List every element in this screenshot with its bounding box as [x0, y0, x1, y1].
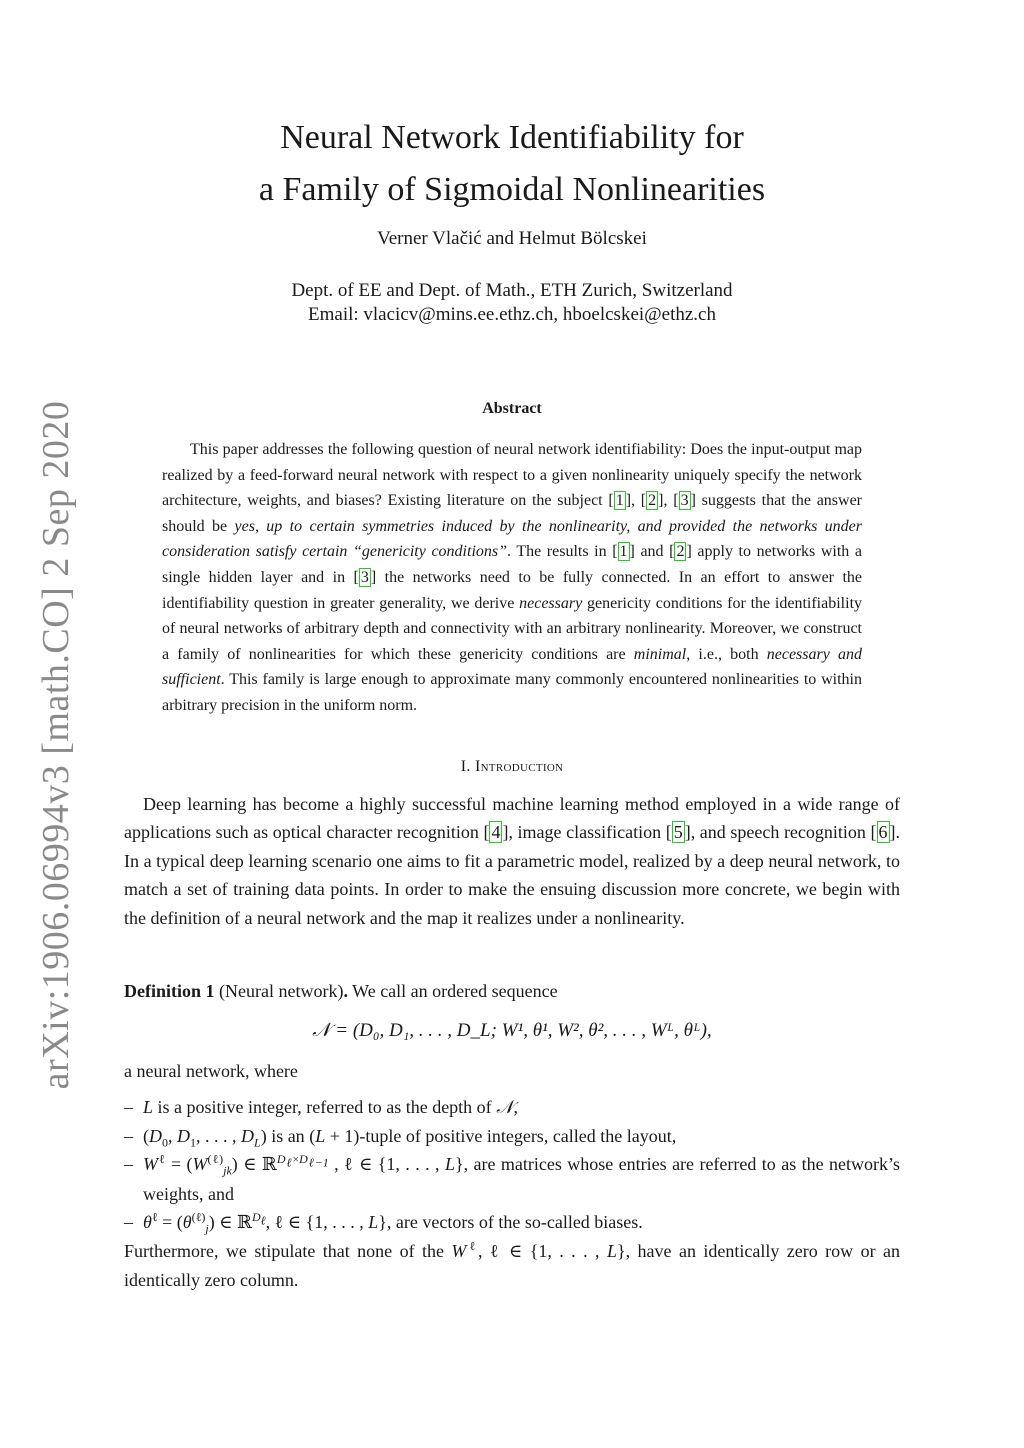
abstract-emphasis: minimal	[633, 645, 687, 663]
network-equation: 𝒩 = (D₀, D₁, . . . , D_L; W¹, θ¹, W², θ², . . . , Wᴸ, θᴸ),	[312, 1020, 712, 1041]
definition-label: Definition 1	[124, 981, 215, 1001]
citation-link[interactable]: 3	[680, 492, 689, 510]
abstract-emphasis: yes, up to certain symmetries induced by the nonlinearity, and provided the networks under consideration satisfy certain “genericity conditions”	[162, 517, 863, 561]
definition-header: Definition 1 (Neural network). We call an ordered sequence	[124, 981, 558, 1001]
section-heading	[124, 758, 900, 776]
list-item: – ($D_0$, $D_1$, . . . , $D_L$) is an (L + 1)-tuple of positive integers, called the layout,	[124, 1125, 677, 1150]
paper-title	[124, 112, 900, 216]
abstract-text: suggests that the answer should be	[162, 492, 863, 535]
introduction-body	[124, 790, 900, 932]
citation-link[interactable]: 6	[878, 822, 888, 843]
abstract-emphasis: necessary	[519, 594, 583, 612]
citation-link[interactable]: 3	[360, 568, 369, 586]
abstract-text: , i.e., both	[686, 645, 767, 663]
closing-paragraph: Furthermore, we stipulate that none of the $W^\ell$, ℓ ∈ {1, . . . , L}, have an identically zero row or an identically zero column.	[124, 1239, 901, 1290]
closing-text: , have an identically zero row or an identically zero column.	[124, 1241, 901, 1290]
list-item: – $\theta^\ell = (\theta^{(\ell)}_j)$ ∈ ℝ$^{D_\ell}$, ℓ ∈ {1, . . . , L}, are vectors of the so-called biases.	[124, 1210, 643, 1236]
intro-text: Deep learning has become a highly successful machine learning method employed in a wide range of applications such as optical character recognition	[124, 794, 900, 843]
definition-name: (Neural network)	[219, 981, 344, 1001]
closing-text: Furthermore, we stipulate that none of the	[124, 1241, 444, 1261]
affiliation-line: Dept. of EE and Dept. of Math., ETH Zurich, Switzerland	[291, 280, 733, 301]
section-name: Introduction	[474, 758, 564, 775]
citation-link[interactable]: 1	[619, 543, 628, 561]
email-line: Email: vlacicv@mins.ee.ethz.ch, hboelcskei@ethz.ch	[308, 304, 716, 325]
list-item: – L is a positive integer, referred to as the depth of 𝒩,	[124, 1097, 518, 1117]
affiliation	[124, 279, 900, 327]
definition-text: We call an ordered sequence	[352, 981, 558, 1001]
definition-list	[124, 1093, 900, 1238]
abstract-heading: Abstract	[482, 400, 542, 417]
abstract-body	[162, 437, 862, 719]
list-item-text: is an	[271, 1125, 305, 1146]
citation-link[interactable]: 1	[615, 492, 624, 510]
citation-link[interactable]: 5	[673, 822, 683, 843]
section-number: I.	[460, 758, 471, 775]
abstract-text: . The results in	[507, 543, 613, 561]
intro-text: . In a typical deep learning scenario one aims to fit a parametric model, realized by a deep neural network, to match a set of training data points. In order to make the ensuing discussion more concrete, we begin with the definition of a neural network and the map it realizes under a nonlinearity.	[124, 822, 901, 928]
abstract-emphasis: necessary and sufficient	[162, 645, 863, 689]
list-item: – $W^\ell = (W^{(\ell)}_{jk})$ ∈ ℝ$^{D_\ell\times D_{\ell-1}}$ , ℓ ∈ {1, . . . , L}, are matrices whose entries are referred to as the network’s weights, and	[124, 1152, 901, 1204]
abstract-text: This paper addresses the following question of neural network identifiability: Does the input-output map realized by a feed-forward neural network with respect to a given nonlinearity uniquely specify the network architecture, weights, and biases? Existing literature on the subject	[162, 441, 862, 510]
intro-text: , image classification	[508, 822, 666, 843]
citation-link[interactable]: 2	[648, 492, 657, 510]
abstract-text: the networks need to be fully connected. In an effort to answer the identifiability question in greater generality, we derive	[162, 568, 862, 612]
citation-link[interactable]: 4	[491, 822, 501, 843]
list-item-text: -tuple of positive integers, called the layout,	[359, 1125, 677, 1146]
intro-text: , and speech recognition	[690, 822, 871, 843]
list-item-text: , are matrices whose entries are referred to as the network’s weights, and	[143, 1154, 901, 1204]
arxiv-stamp: arXiv:1906.06994v3 [math.CO] 2 Sep 2020	[35, 400, 77, 1090]
abstract-text: genericity conditions for the identifiability of neural networks of arbitrary depth and connectivity with an arbitrary nonlinearity. Moreover, we construct a family of nonlinearities for which these genericity conditions are	[162, 594, 863, 663]
abstract-text: apply to networks with a single hidden layer and in	[162, 543, 862, 586]
abstract-text: . This family is large enough to approximate many commonly encountered nonlinearities to within arbitrary precision in the uniform norm.	[162, 671, 862, 714]
title-line-2: a Family of Sigmoidal Nonlinearities	[258, 171, 766, 208]
abstract-paragraph: This paper addresses the following question of neural network identifiability: Does the input-output map realized by a feed-forward neural network with respect to a given nonlinearity uniquely specify the network architecture, weights, and biases? Existing literature on the subject [ 1 ], [ 2 ], [ 3 ] suggests that the answer should be yes, up to certain symmetries induced by the nonlinearity, and provided the networks under consideration satisfy certain “genericity conditions”. The results in [ 1 ] and [ 2 ] apply to networks with a single hidden layer and in [ 3 ] the networks need to be fully connected. In an effort to answer the identifiability question in greater generality, we derive necessary genericity conditions for the identifiability of neural networks of arbitrary depth and connectivity with an arbitrary nonlinearity. Moreover, we construct a family of nonlinearities for which these genericity conditions are minimal, i.e., both necessary and sufficient. This family is large enough to approximate many commonly encountered nonlinearities to within arbitrary precision in the uniform norm.	[162, 441, 863, 714]
authors: Verner Vlačić and Helmut Bölcskei	[377, 228, 647, 249]
list-item-text: , are vectors of the so-called biases.	[386, 1212, 643, 1232]
definition-where: a neural network, where	[124, 1061, 298, 1081]
list-item-text: is a positive integer, referred to as the depth of	[157, 1097, 492, 1117]
citation-link[interactable]: 2	[676, 543, 685, 561]
title-line-1: Neural Network Identifiability for	[280, 119, 744, 156]
intro-paragraph: Deep learning has become a highly successful machine learning method employed in a wide range of applications such as optical character recognition [ 4 ], image classification [ 5 ], and speech recognition [ 6 ]. In a typical deep learning scenario one aims to fit a parametric model, realized by a deep neural network, to match a set of training data points. In order to make the ensuing discussion more concrete, we begin with the definition of a neural network and the map it realizes under a nonlinearity.	[124, 794, 901, 928]
